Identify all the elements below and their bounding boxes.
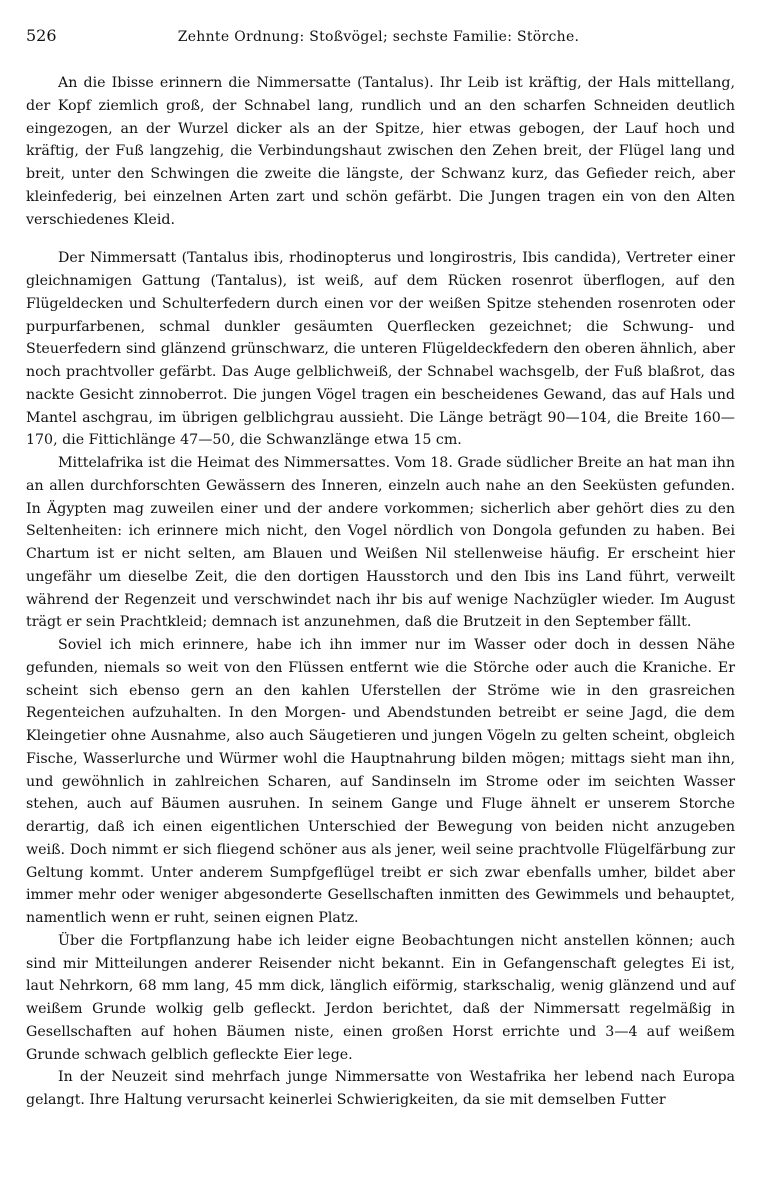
- paragraph-captivity: In der Neuzeit sind mehrfach junge Nimmersatte von Westafrika her lebend nach Europa gelangt. Ihre Haltung verursacht keinerlei Schwierigkeiten, da sie mit demselben Futter: [26, 1069, 735, 1108]
- paragraph-habits: Soviel ich mich erinnere, habe ich ihn immer nur im Wasser oder doch in dessen Nähe gefunden, niemals so weit von den Flüssen entfernt wie die Störche oder auch die Kraniche. Er scheint sich ebenso gern an den kahlen Uferstellen der Ströme wie in den grasreichen Regenteichen aufzuhalten. In den Morgen- und Abendstunden betreibt er seine Jagd, die dem Kleingetier ohne Ausnahme, also auch Säugetieren und jungen Vögeln zu gelten scheint, obgleich Fische, Wasserlurche und Würmer wohl die Hauptnahrung bilden mögen; mittags sieht man ihn, und gewöhnlich in zahlreichen Scharen, auf Sandinseln im Strome oder im seichten Wasser stehen, auch auf Bäumen ausruhen. In seinem Gange und Fluge ähnelt er unserem Storche derartig, daß ich einen eigentlichen Unterschied der Bewegung von beiden nicht anzugeben weiß. Doch nimmt er sich fliegend schöner aus als jener, weil seine prachtvolle Flügelfärbung zur Geltung kommt. Unter anderem Sumpfgeflügel treibt er sich zwar ebenfalls umher, bildet aber immer mehr oder weniger abgesonderte Gesellschaften inmitten des Gewimmels und behauptet, namentlich wenn er ruht, seinen eignen Platz.: [26, 637, 735, 926]
- paragraph-distribution: Mittelafrika ist die Heimat des Nimmersattes. Vom 18. Grade südlicher Breite an hat man ihn an allen durchforschten Gewässern des Inneren, einzeln auch nahe an den Seeküsten gefunden. In Ägypten mag zuweilen einer und der andere vorkommen; sicherlich aber gehört dies zu den Seltenheiten: ich erinnere mich nicht, den Vogel nördlich von Dongola gefunden zu haben. Bei Chartum ist er nicht selten, am Blauen und Weißen Nil stellenweise häufig. Er erscheint hier ungefähr um dieselbe Zeit, die den dortigen Hausstorch und den Ibis ins Land führt, verweilt während der Regenzeit und verschwindet nach ihr bis auf wenige Nachzügler wieder. Im August trägt er sein Prachtkleid; demnach ist anzunehmen, daß die Brutzeit in den September fällt.: [26, 455, 735, 631]
- page-header: [26, 26, 735, 52]
- paragraph-reproduction: Über die Fortpflanzung habe ich leider eigne Beobachtungen nicht anstellen können; auch sind mir Mitteilungen anderer Reisender nicht bekannt. Ein in Gefangenschaft gelegtes Ei ist, laut Nehrkorn, 68 mm lang, 45 mm dick, länglich eiförmig, starkschalig, wenig glänzend und auf weißem Grunde wolkig gelb gefleckt. Jerdon berichtet, daß der Nimmersatt regelmäßig in Gesellschaften auf hohen Bäumen niste, einen großen Horst errichte und 3—4 auf weißem Grunde schwach gelblich gefleckte Eier lege.: [26, 932, 735, 1063]
- body-text: [26, 72, 735, 1112]
- running-title: Zehnte Ordnung: Stoßvögel; sechste Familie: Störche.: [177, 29, 580, 45]
- page-number: 526: [26, 26, 57, 45]
- paragraph-tantalus-genus: An die Ibisse erinnern die Nimmersatte (Tantalus). Ihr Leib ist kräftig, der Hals mittellang, der Kopf ziemlich groß, der Schnabel lang, rundlich und an den scharfen Schneiden deutlich eingezogen, an der Wurzel dicker als an der Spitze, hier etwas gebogen, der Lauf hoch und kräftig, der Fuß langzehig, die Verbindungshaut zwischen den Zehen breit, der Flügel lang und breit, unter den Schwingen die zweite die längste, der Schwanz kurz, das Gefieder reich, aber kleinfederig, bei einzelnen Arten zart und schön gefärbt. Die Jungen tragen ein von den Alten verschiedenes Kleid.: [26, 75, 735, 228]
- paragraph-description: Der Nimmersatt (Tantalus ibis, rhodinopterus und longirostris, Ibis candida), Vertreter einer gleichnamigen Gattung (Tantalus), ist weiß, auf dem Rücken rosenrot überflogen, auf den Flügeldecken und Schulterfedern durch einen vor der weißen Spitze stehenden rosenroten oder purpurfarbenen, schmal dunkler gesäumten Querflecken gezeichnet; die Schwung- und Steuerfedern sind glänzend grünschwarz, die unteren Flügeldeckfedern den oberen ähnlich, aber noch prachtvoller gefärbt. Das Auge gelblichweiß, der Schnabel wachsgelb, der Fuß blaßrot, das nackte Gesicht zinnoberrot. Die jungen Vögel tragen ein bescheidenes Gewand, das auf Hals und Mantel aschgrau, im übrigen gelblichgrau aussieht. Die Länge beträgt 90—104, die Breite 160—170, die Fittichlänge 47—50, die Schwanzlänge etwa 15 cm.: [26, 250, 735, 449]
